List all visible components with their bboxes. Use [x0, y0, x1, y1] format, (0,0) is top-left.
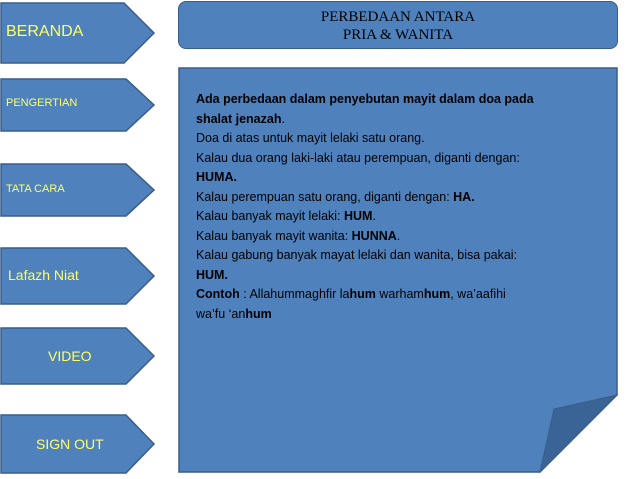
- page-title: [178, 1, 618, 49]
- nav-button-lafazh-niat[interactable]: [0, 247, 156, 305]
- content-line: shalat jenazah.: [196, 111, 285, 126]
- content-line: Kalau banyak mayit wanita: HUNNA.: [196, 228, 401, 243]
- content-line: wa’fu ‘anhum: [196, 306, 272, 321]
- content-line: Kalau perempuan satu orang, diganti dengan: HA.: [196, 189, 475, 204]
- content-line: Doa di atas untuk mayit lelaki satu orang.: [196, 131, 425, 145]
- nav-label-tata-cara: TATA CARA: [6, 183, 65, 195]
- nav-label-video: VIDEO: [48, 348, 92, 364]
- content-line: HUM.: [196, 267, 228, 282]
- content-text: [196, 90, 596, 324]
- content-line: Contoh : Allahummaghfir lahum warhamhum, wa’aafihi: [196, 287, 506, 301]
- content-line: HUMA.: [196, 170, 237, 184]
- content-line: Ada perbedaan dalam penyebutan mayit dalam doa pada: [196, 92, 534, 106]
- nav-button-pengertian[interactable]: [0, 78, 156, 132]
- title-line-1: PERBEDAAN ANTARA: [320, 9, 476, 25]
- title-line-2: PRIA & WANITA: [342, 27, 454, 43]
- nav-label-sign-out: SIGN OUT: [36, 436, 104, 452]
- nav-button-tata-cara[interactable]: [0, 163, 156, 217]
- nav-button-video[interactable]: [0, 327, 156, 385]
- nav-button-beranda[interactable]: [0, 2, 156, 64]
- nav-button-sign-out[interactable]: [0, 414, 156, 474]
- nav-label-pengertian: PENGERTIAN: [6, 97, 78, 109]
- nav-label-beranda: BERANDA: [6, 23, 84, 40]
- content-line: Kalau dua orang laki-laki atau perempuan, diganti dengan:: [196, 150, 520, 165]
- content-line: Kalau banyak mayit lelaki: HUM.: [196, 209, 376, 223]
- nav-label-lafazh-niat: Lafazh Niat: [8, 267, 79, 283]
- content-line: Kalau gabung banyak mayat lelaki dan wanita, bisa pakai:: [196, 248, 518, 262]
